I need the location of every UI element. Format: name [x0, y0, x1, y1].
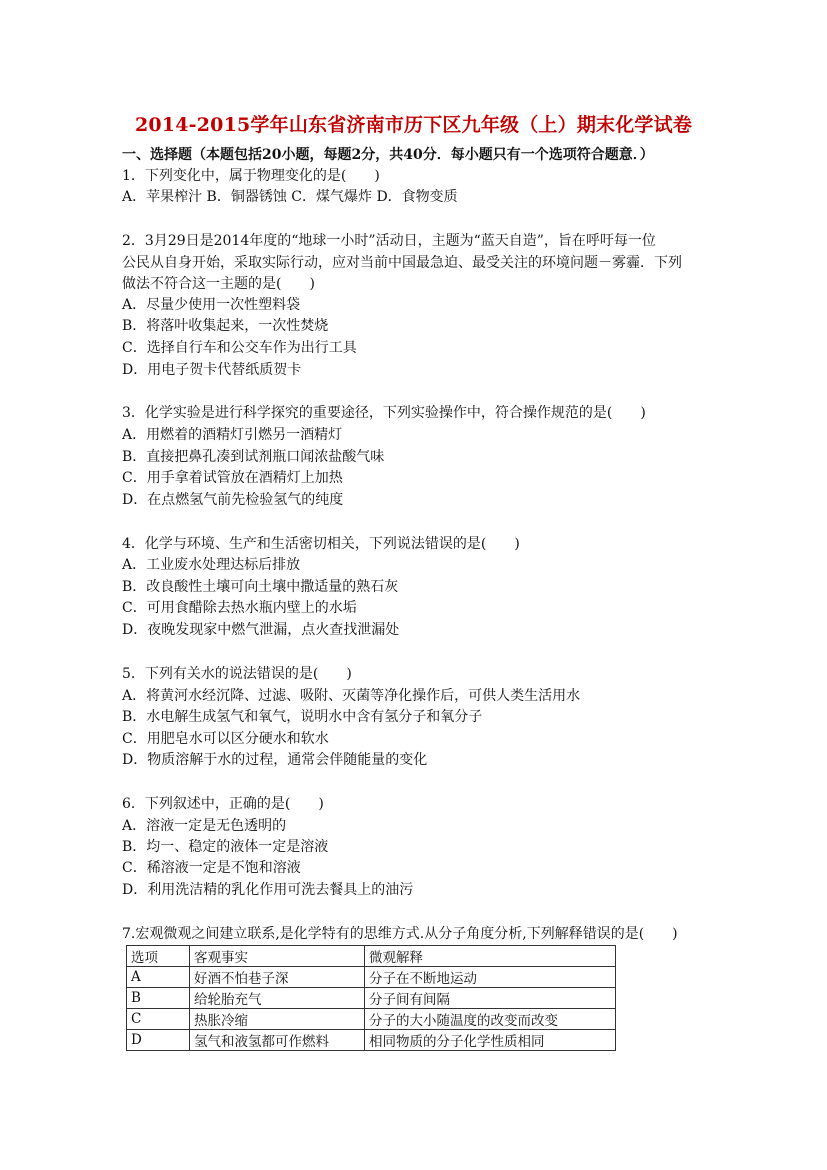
- table-cell: D: [127, 1030, 190, 1051]
- q4-stem: 4．化学与环境、生产和生活密切相关，下列说法错误的是( ): [122, 536, 520, 552]
- table-cell: 相同物质的分子化学性质相同: [365, 1030, 616, 1051]
- exam-title: 2014-2015学年山东省济南市历下区九年级（上）期末化学试卷: [134, 114, 693, 136]
- table-cell: 好酒不怕巷子深: [190, 967, 365, 988]
- q5-option-a: A．将黄河水经沉降、过滤、吸附、灭菌等净化操作后，可供人类生活用水: [122, 688, 581, 704]
- section-heading: 一、选择题（本题包括20小题，每题2分，共40分．每小题只有一个选项符合题意．）: [122, 147, 654, 163]
- q2-option-b: B．将落叶收集起来，一次性焚烧: [122, 318, 329, 334]
- q5-option-d: D．物质溶解于水的过程，通常会伴随能量的变化: [122, 752, 428, 768]
- q6-stem: 6．下列叙述中，正确的是( ): [122, 796, 324, 812]
- q3-option-d: D．在点燃氢气前先检验氢气的纯度: [122, 492, 344, 508]
- q6-option-d: D．利用洗洁精的乳化作用可洗去餐具上的油污: [122, 882, 414, 898]
- table-header-cell: 客观事实: [190, 946, 365, 967]
- table-cell: C: [127, 1009, 190, 1030]
- table-row: [127, 1009, 616, 1030]
- q4-option-a: A．工业废水处理达标后排放: [122, 557, 301, 573]
- q4-option-d: D．夜晚发现家中燃气泄漏，点火查找泄漏处: [122, 622, 400, 638]
- table-header-cell: 选项: [127, 946, 190, 967]
- q7-table: [126, 945, 616, 1051]
- table-cell: 分子间有间隔: [365, 988, 616, 1009]
- q1-stem: 1．下列变化中，属于物理变化的是( ): [122, 168, 380, 184]
- q4-option-b: B．改良酸性土壤可向土壤中撒适量的熟石灰: [122, 579, 399, 595]
- q2-stem-line1: 2．3月29日是2014年度的“地球一小时”活动日，主题为“蓝天自造”，旨在呼吁每一位: [122, 233, 656, 249]
- table-row: [127, 967, 616, 988]
- q1-options: A．苹果榨汁 B．铜器锈蚀 C．煤气爆炸 D．食物变质: [122, 189, 458, 205]
- table-cell: A: [127, 967, 190, 988]
- q6-option-b: B．均一、稳定的液体一定是溶液: [122, 839, 329, 855]
- q2-stem-line2: 公民从自身开始，采取实际行动，应对当前中国最急迫、最受关注的环境问题－雾霾．下列: [122, 255, 682, 271]
- q7-stem: 7.宏观微观之间建立联系,是化学特有的思维方式.从分子角度分析,下列解释错误的是( ): [122, 926, 678, 942]
- q2-stem-line3: 做法不符合这一主题的是( ): [122, 276, 315, 292]
- q3-option-b: B．直接把鼻孔凑到试剂瓶口闻浓盐酸气味: [122, 449, 385, 465]
- q5-stem: 5．下列有关水的说法错误的是( ): [122, 666, 352, 682]
- q3-option-c: C．用手拿着试管放在酒精灯上加热: [122, 470, 343, 486]
- q4-option-c: C．可用食醋除去热水瓶内壁上的水垢: [122, 600, 357, 616]
- table-cell: 分子在不断地运动: [365, 967, 616, 988]
- q3-stem: 3．化学实验是进行科学探究的重要途径，下列实验操作中，符合操作规范的是( ): [122, 405, 646, 421]
- table-cell: 氢气和液氢都可作燃料: [190, 1030, 365, 1051]
- table-cell: 给轮胎充气: [190, 988, 365, 1009]
- table-row: [127, 988, 616, 1009]
- table-cell: B: [127, 988, 190, 1009]
- table-cell: 热胀冷缩: [190, 1009, 365, 1030]
- table-header-cell: 微观解释: [365, 946, 616, 967]
- q6-option-c: C．稀溶液一定是不饱和溶液: [122, 860, 301, 876]
- table-row: [127, 1030, 616, 1051]
- table-cell: 分子的大小随温度的改变而改变: [365, 1009, 616, 1030]
- q5-option-b: B．水电解生成氢气和氧气，说明水中含有氢分子和氧分子: [122, 709, 483, 725]
- q5-option-c: C．用肥皂水可以区分硬水和软水: [122, 731, 329, 747]
- q2-option-d: D．用电子贺卡代替纸质贺卡: [122, 362, 302, 378]
- q6-option-a: A．溶液一定是无色透明的: [122, 818, 287, 834]
- q2-option-a: A．尽量少使用一次性塑料袋: [122, 297, 301, 313]
- q2-option-c: C．选择自行车和公交车作为出行工具: [122, 340, 357, 356]
- table-header-row: [127, 946, 616, 967]
- q3-option-a: A．用燃着的酒精灯引燃另一酒精灯: [122, 427, 343, 443]
